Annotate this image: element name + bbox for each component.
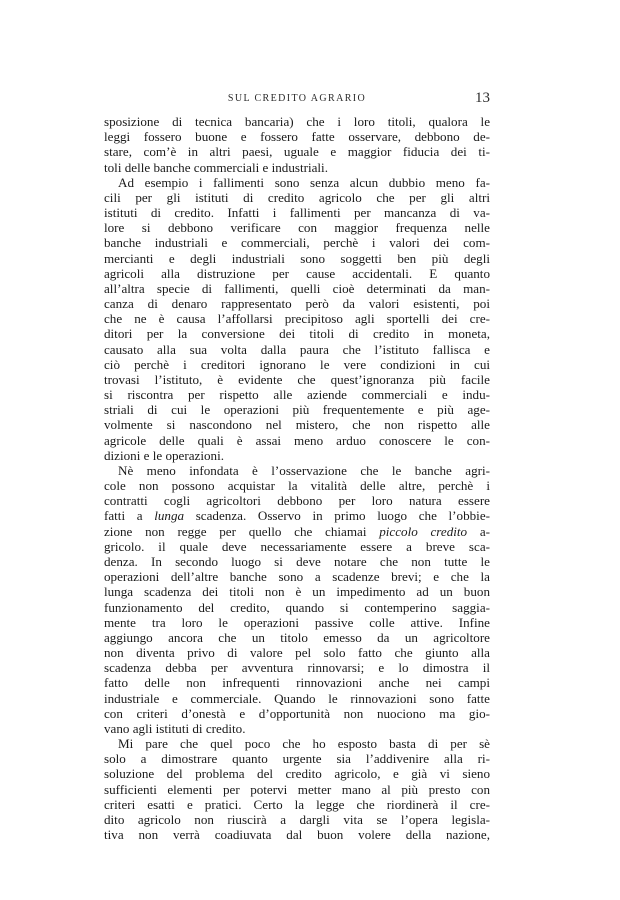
text-line: agricole delle quali è assai meno arduo conoscere le con- [104, 432, 490, 448]
text-line: scadenza debba per avventura rinnovarsi; e lo dimostra il [104, 660, 490, 676]
running-head [104, 90, 490, 109]
paragraph [104, 736, 490, 842]
text-line: non diventa privo di valore pel solo fatto che giunto alla [104, 645, 490, 661]
italic-text: piccolo credito [379, 523, 468, 539]
text-line: banche industriali e commerciali, perchè i valori dei com- [104, 235, 490, 251]
text-line: mente tra loro le operazioni passive colle attive. Infine [104, 614, 490, 630]
text-line: causato alla sua volta dalla paura che l’istituto fallisca e [104, 341, 490, 357]
text-line: criteri esatti e pratici. Certo la legge che riordinerà il cre- [104, 796, 490, 812]
text-line: mercianti e degli industriali sono soggetti ben più degli [104, 250, 490, 266]
text-line: fatto delle non infrequenti rinnovazioni anche nei campi [104, 675, 490, 691]
text-line: Mi pare che quel poco che ho esposto basta di per sè [118, 736, 490, 752]
text-line: trovasi l’istituto, è evidente che quest’ignoranza più facile [104, 371, 490, 387]
text-line [104, 508, 490, 523]
text-line [104, 524, 490, 539]
text-line: volmente si nascondono nel mistero, che non rispetto alle [104, 417, 490, 433]
text-line: vano agli istituti di credito. [104, 720, 246, 736]
text-line: ditori per la conversione dei titoli di credito in moneta, [104, 326, 490, 342]
text-line: gricolo. il quale deve necessariamente essere a breve sca- [104, 538, 490, 554]
text-line: funzionamento del credito, quando si contemperino saggia- [104, 599, 490, 615]
text-line: Ad esempio i fallimenti sono senza alcun dubbio meno fa- [118, 174, 490, 190]
text-line: che ne è causa l’affollarsi precipitoso agli sportelli dei cre- [104, 311, 490, 327]
page-number: 13 [475, 90, 490, 106]
text-line: leggi fossero buone e fossero fatte osservare, debbono de- [104, 129, 490, 145]
text-line: si riscontra per rispetto alle aziende commerciali e indu- [104, 387, 490, 403]
body-text [104, 114, 490, 842]
text-line: soluzione del problema del credito agricolo, e già vi sieno [104, 766, 490, 782]
text-line: sposizione di tecnica bancaria) che i loro titoli, qualora le [104, 114, 490, 129]
text-segment: zione non regge per quello che chiamai [104, 523, 380, 539]
text-segment: fatti a [104, 508, 155, 524]
text-line: solo a dimostrare quanto urgente sia l’addivenire alla ri- [104, 751, 490, 767]
text-line: dito agricolo non riuscirà a dargli vita se l’opera legisla- [104, 811, 490, 827]
paragraph [104, 114, 490, 175]
text-line: con criteri d’onestà e d’opportunità non nuociono ma gio- [104, 705, 490, 721]
text-line: lore si debbono verificare con maggior frequenza nelle [104, 220, 490, 236]
text-line: stare, com’è in altri paesi, uguale e maggior fiducia dei ti- [104, 144, 490, 160]
running-title: SUL CREDITO AGRARIO [227, 93, 367, 104]
text-line: toli delle banche commerciali e industriali. [104, 159, 328, 175]
paragraph [104, 175, 490, 463]
text-line: industriale e commerciale. Quando le rinnovazioni sono fatte [104, 690, 490, 706]
text-line: sufficienti elementi per potervi metter mano al più presto con [104, 781, 490, 797]
text-line: all’altra specie di fallimenti, quelli cioè determinati da man- [104, 280, 490, 296]
italic-text: lunga [154, 508, 185, 524]
text-line: Nè meno infondata è l’osservazione che le banche agri- [118, 462, 490, 478]
text-line: denza. In secondo luogo si deve notare che non tutte le [104, 553, 490, 569]
text-line: lunga scadenza dei titoli non è un impedimento ad un buon [104, 584, 490, 600]
text-line: ciò perchè i creditori ignorano le vere condizioni in cui [104, 356, 490, 372]
text-line: istituti di credito. Infatti i fallimenti per mancanza di va- [104, 205, 490, 221]
text-line: canza di denaro rappresentato però da valori esistenti, poi [104, 296, 490, 312]
text-line: striali di cui le operazioni più frequentemente e più age- [104, 402, 490, 418]
text-line: contratti cogli agricoltori debbono per loro natura essere [104, 493, 490, 509]
text-line: aggiungo ancora che un titolo emesso da un agricoltore [104, 629, 490, 645]
text-segment: a- [467, 523, 490, 539]
text-segment: scadenza. Osservo in primo luogo che l’obbie- [184, 508, 490, 524]
text-line: dizioni e le operazioni. [104, 447, 224, 463]
paragraph [104, 463, 490, 736]
text-line: operazioni dell’altre banche sono a scadenze brevi; e che la [104, 569, 490, 585]
text-line: tiva non verrà coadiuvata dal buon volere della nazione, [104, 827, 490, 843]
text-line: cole non possono acquistar la vitalità delle altre, perchè i [104, 478, 490, 494]
text-line: cili per gli istituti di credito agricolo che per gli altri [104, 189, 490, 205]
text-line: agricoli alla distruzione per cause accidentali. E quanto [104, 265, 490, 281]
